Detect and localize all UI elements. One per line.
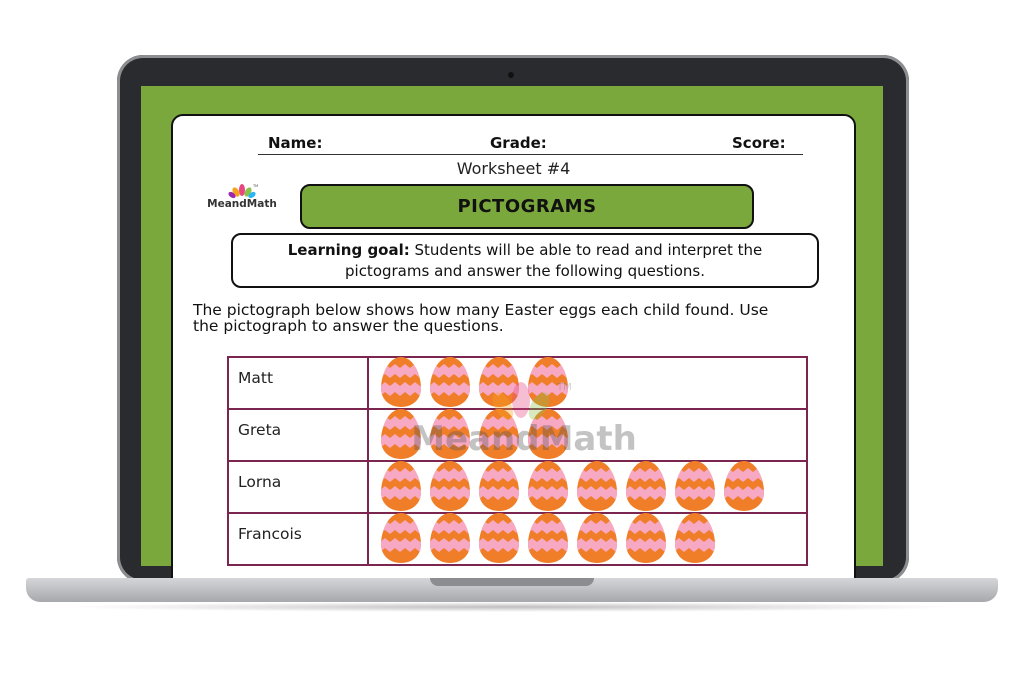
score-label: Score: (732, 134, 786, 152)
easter-egg-icon (478, 512, 520, 564)
worksheet-page (171, 114, 856, 588)
easter-egg-icon (429, 512, 471, 564)
child-name: Matt (228, 357, 368, 409)
easter-egg-icon (576, 512, 618, 564)
laptop-shadow (60, 602, 964, 612)
easter-egg-icon (478, 408, 520, 460)
name-label: Name: (268, 134, 323, 152)
easter-egg-icon (527, 512, 569, 564)
laptop-screen (141, 86, 883, 566)
easter-egg-icon (429, 408, 471, 460)
child-name: Lorna (228, 461, 368, 513)
instructions-line-1: The pictograph below shows how many Easter eggs each child found. Use (193, 301, 769, 319)
easter-egg-icon (576, 460, 618, 512)
logo-text: MeandMath (207, 198, 277, 210)
instructions (193, 302, 843, 334)
pictograph-row (228, 357, 807, 409)
easter-egg-icon (674, 512, 716, 564)
easter-egg-icon (674, 460, 716, 512)
pictograph-table (227, 356, 808, 566)
egg-count-cell (368, 461, 807, 513)
camera-dot (508, 72, 514, 78)
pictograph-row (228, 409, 807, 461)
egg-count-cell (368, 409, 807, 461)
learning-goal-text-1: Students will be able to read and interpret the (409, 241, 763, 259)
egg-count-cell (368, 513, 807, 565)
logo (200, 183, 284, 215)
easter-egg-icon (723, 460, 765, 512)
pictograms-banner: PICTOGRAMS (300, 184, 754, 229)
watermark-tm: TM (557, 382, 572, 393)
logo-tm: TM (253, 184, 259, 188)
learning-goal-label: Learning goal: (287, 241, 410, 259)
header-underline (258, 154, 803, 155)
easter-egg-icon (625, 512, 667, 564)
laptop-base-notch (430, 578, 594, 586)
easter-egg-icon (625, 460, 667, 512)
easter-egg-icon (380, 408, 422, 460)
easter-egg-icon (429, 356, 471, 408)
instructions-line-2: the pictograph to answer the questions. (193, 317, 504, 335)
easter-egg-icon (527, 356, 569, 408)
lotus-logo-icon (227, 183, 257, 199)
pictograph-row (228, 461, 807, 513)
child-name: Francois (228, 513, 368, 565)
easter-egg-icon (429, 460, 471, 512)
worksheet-header (173, 134, 854, 154)
easter-egg-icon (380, 356, 422, 408)
easter-egg-icon (478, 460, 520, 512)
learning-goal-box (231, 233, 819, 288)
learning-goal-text-2: pictograms and answer the following questions. (345, 262, 705, 280)
child-name: Greta (228, 409, 368, 461)
worksheet-title: Worksheet #4 (456, 159, 571, 178)
easter-egg-icon (478, 356, 520, 408)
easter-egg-icon (380, 460, 422, 512)
watermark-text: MeandMath (411, 419, 637, 459)
easter-egg-icon (527, 460, 569, 512)
egg-count-cell (368, 357, 807, 409)
pictograph-row (228, 513, 807, 565)
easter-egg-icon (527, 408, 569, 460)
easter-egg-icon (380, 512, 422, 564)
grade-label: Grade: (490, 134, 547, 152)
